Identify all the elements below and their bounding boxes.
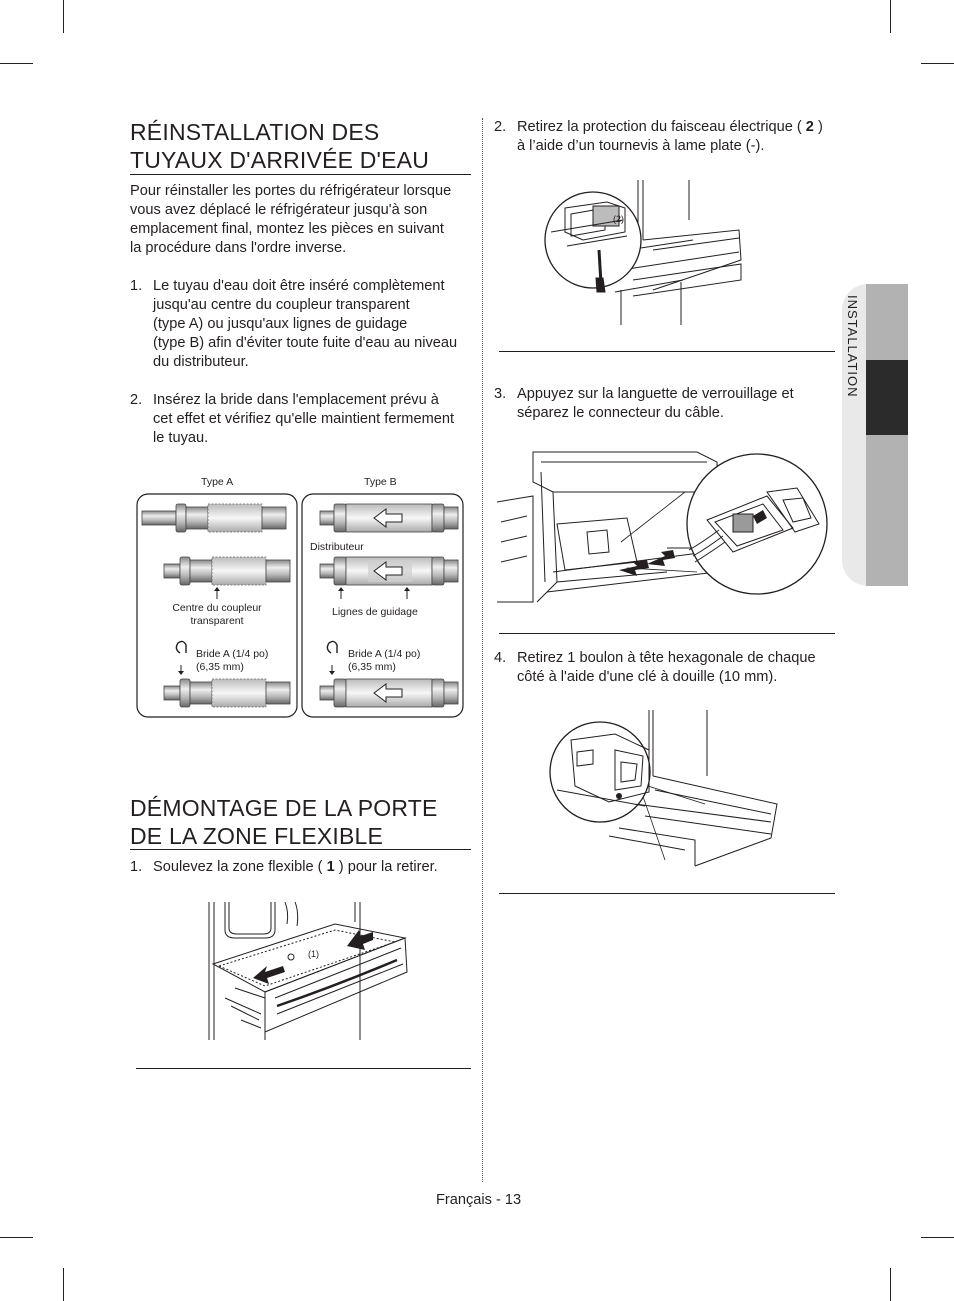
step-2-clamp: 2. Insérez la bride dans l'emplacement prévu à cet effet et vérifiez qu'elle maintient fermement le tuyau. xyxy=(130,392,455,446)
section-end-rule xyxy=(499,351,835,352)
page-number: Français - 13 xyxy=(436,1192,522,1208)
crop-mark xyxy=(63,0,64,33)
callout-1: (1) xyxy=(308,949,319,959)
intro-paragraph: Pour réinstaller les portes du réfrigérateur lorsque vous avez déplacé le réfrigérateur jusqu'à son emplacement final, montez les pièces en suivant la procédure dans l'ordre inverse. xyxy=(130,183,452,256)
label-type-b: Type B xyxy=(364,476,397,488)
side-tab-active xyxy=(866,360,908,435)
step-1-water-pipe: 1. Le tuyau d'eau doit être inséré complètement jusqu'au centre du coupleur transparent (type A) ou jusqu'aux lignes de guidage (type B) afin d'éviter toute fuite d'eau au niveau du distributeur. xyxy=(130,278,458,370)
type-b-coupler-inserted xyxy=(320,557,458,599)
crop-mark xyxy=(63,1268,64,1301)
section-end-rule xyxy=(136,1068,471,1069)
side-tab-lower xyxy=(866,435,908,586)
type-a-coupler-open xyxy=(142,504,286,532)
label-distributeur: Distributeur xyxy=(310,541,364,553)
label-bride-type-a: Bride A (1/4 po) (6,35 mm) xyxy=(196,648,269,673)
crop-mark xyxy=(921,63,954,64)
step-2-remove-harness-cover: 2. Retirez la protection du faisceau électrique ( 2 ) à l’aide d’un tournevis à lame plate (-). xyxy=(494,119,823,154)
step-1-lift-flex-zone: 1. Soulevez la zone flexible ( 1 ) pour la retirer. xyxy=(130,859,438,875)
crop-mark xyxy=(0,63,33,64)
crop-mark xyxy=(0,1237,33,1238)
harness-cover-illustration xyxy=(543,180,743,325)
crop-mark xyxy=(921,1237,954,1238)
type-b-coupler-open xyxy=(320,504,458,532)
title-rule xyxy=(130,849,471,850)
side-tab-upper xyxy=(866,284,908,360)
label-centre-coupleur: Centre du coupleur transparent xyxy=(172,602,262,627)
flex-zone-illustration xyxy=(205,902,410,1042)
connector-illustration xyxy=(497,452,827,607)
section-end-rule xyxy=(499,633,835,634)
step-3-disconnect-cable: 3. Appuyez sur la languette de verrouillage et séparez le connecteur du câble. xyxy=(494,386,794,421)
section-title-demontage: DÉMONTAGE DE LA PORTE DE LA ZONE FLEXIBLE xyxy=(130,795,438,849)
type-a-coupler-inserted xyxy=(164,557,290,599)
step-4-remove-bolts: 4. Retirez 1 boulon à tête hexagonale de chaque côté à l'aide d'une clé à douille (10 mm). xyxy=(494,650,816,685)
label-bride-type-b: Bride A (1/4 po) (6,35 mm) xyxy=(348,648,421,673)
section-end-rule xyxy=(499,893,835,894)
callout-2: (2) xyxy=(613,214,624,224)
bolt-removal-illustration xyxy=(545,710,780,870)
side-tab-label: INSTALLATION xyxy=(845,295,860,398)
section-title-reinstallation: RÉINSTALLATION DES TUYAUX D'ARRIVÉE D'EAU xyxy=(130,119,430,173)
label-type-a: Type A xyxy=(201,476,234,488)
title-rule xyxy=(130,174,471,175)
label-lignes-guidage: Lignes de guidage xyxy=(332,606,418,618)
column-divider xyxy=(482,118,483,1182)
crop-mark xyxy=(890,0,891,33)
crop-mark xyxy=(890,1268,891,1301)
